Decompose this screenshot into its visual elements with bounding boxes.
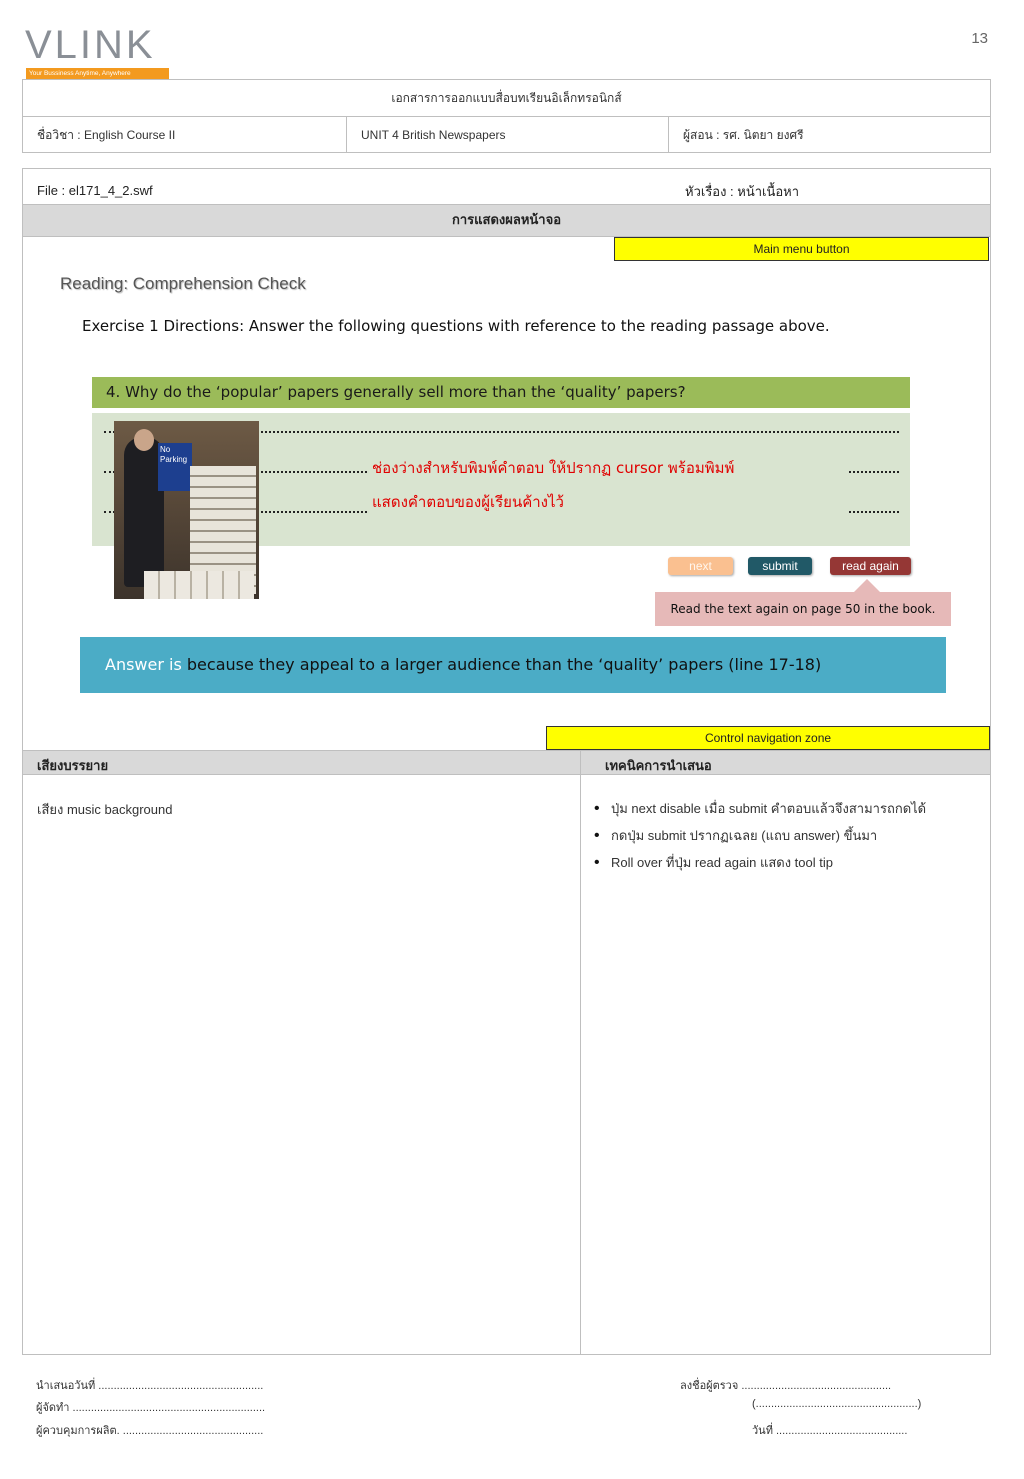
exercise-directions: Exercise 1 Directions: Answer the following questions with reference to the reading passage above.	[82, 317, 830, 335]
unit-name: UNIT 4 British Newspapers	[347, 117, 669, 153]
technique-list	[591, 795, 986, 876]
production-controller-field: ผู้ควบคุมการผลิต. ..............................................	[36, 1425, 264, 1437]
answer-placeholder-line-2: แสดงคำตอบของผู้เรียนค้างไว้	[372, 493, 564, 511]
answer-prefix: Answer is	[105, 655, 187, 674]
file-name: File : el171_4_2.swf	[37, 183, 153, 198]
logo-tagline: Your Bussiness Anytime, Anywhere	[26, 68, 169, 79]
technique-item: • ปุ่ม next disable เมื่อ submit คำตอบแล้วจึงสามารถกดได้	[591, 795, 986, 822]
next-button[interactable]: next	[668, 557, 733, 575]
presented-date-field: นำเสนอวันที่ ......................................................	[36, 1380, 264, 1392]
column-divider	[580, 750, 581, 1355]
answer-text: because they appeal to a larger audience than the ‘quality’ papers (line 17-18)	[186, 655, 822, 674]
vlink-logo	[25, 22, 175, 76]
producer-field: ผู้จัดทำ ...............................................................	[36, 1402, 266, 1414]
document-info-table	[22, 79, 991, 153]
read-again-tooltip: Read the text again on page 50 in the book.	[655, 592, 951, 626]
teacher-name: ผู้สอน : รศ. นิตยา ยงศรี	[683, 128, 804, 142]
narration-text: เสียง music background	[37, 802, 173, 817]
page-number: 13	[971, 30, 988, 47]
main-menu-button-zone[interactable]: Main menu button	[614, 237, 989, 261]
reviewer-signature-field: ลงชื่อผู้ตรวจ .................................................	[680, 1380, 892, 1392]
submit-button[interactable]: submit	[748, 557, 812, 575]
answer-placeholder-line-1: ช่องว่างสำหรับพิมพ์คำตอบ ให้ปรากฏ cursor พร้อมพิมพ์	[372, 459, 735, 477]
answer-placeholder-note	[368, 451, 848, 519]
storyboard-frame	[22, 168, 991, 1355]
narration-header: เสียงบรรยาย	[37, 759, 109, 774]
control-navigation-zone[interactable]: Control navigation zone	[546, 726, 990, 750]
answer-bar	[80, 637, 946, 693]
reading-title: Reading: Comprehension Check	[60, 274, 306, 293]
course-name: ชื่อวิชา : English Course II	[23, 117, 347, 153]
logo-wordmark: VLINK	[25, 23, 156, 67]
technique-item: • กดปุ่ม submit ปรากฏเฉลย (แถบ answer) ขึ้นมา	[591, 822, 986, 849]
technique-header: เทคนิคการนำเสนอ	[605, 759, 712, 774]
file-row	[23, 169, 990, 204]
review-date-field: วันที่ ...........................................	[752, 1425, 908, 1437]
question-bar: 4. Why do the ‘popular’ papers generally sell more than the ‘quality’ papers?	[92, 377, 910, 408]
topic-label: หัวเรื่อง : หน้าเนื้อหา	[685, 184, 800, 199]
no-parking-sign: No Parking	[158, 443, 192, 491]
screen-display-header: การแสดงผลหน้าจอ	[23, 204, 990, 237]
technique-item: • Roll over ที่ปุ่ม read again แสดง tool tip	[591, 849, 986, 876]
tooltip-arrow	[853, 579, 881, 593]
bottom-headers-row	[23, 750, 990, 775]
read-again-button[interactable]: read again	[830, 557, 911, 575]
document-title: เอกสารการออกแบบสื่อบทเรียนอิเล็กทรอนิกส์	[23, 80, 990, 117]
newspaper-vendor-photo	[114, 421, 259, 599]
newspaper-pile	[144, 571, 254, 599]
photo-person-head	[134, 429, 154, 451]
reviewer-name-field: (.....................................................)	[752, 1398, 922, 1410]
